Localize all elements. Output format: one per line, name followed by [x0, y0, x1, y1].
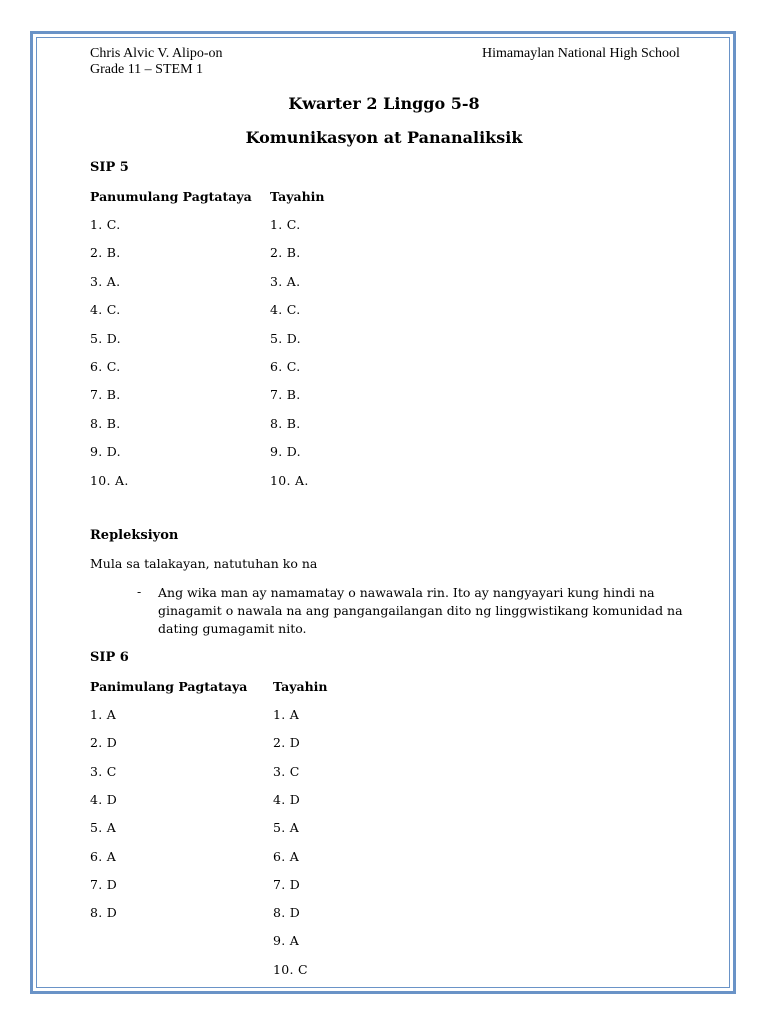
sip6-col1-header: Panimulang Pagtataya — [90, 679, 248, 694]
answer-item: 8. B. — [270, 415, 301, 431]
answer-item: 3. C — [90, 763, 117, 779]
document-title-quarter: Kwarter 2 Linggo 5-8 — [288, 94, 480, 113]
answer-item: 4. D — [273, 791, 301, 807]
answer-item: 10. A. — [90, 472, 129, 488]
answer-item: 9. A — [273, 933, 300, 949]
answer-item: 2. B. — [90, 245, 121, 261]
answer-item: 2. D — [273, 735, 301, 751]
answer-item: 2. D — [90, 735, 118, 751]
answer-item: 4. C. — [90, 302, 121, 318]
answer-item: 8. D — [273, 905, 301, 921]
answer-item: 1. C. — [90, 217, 121, 232]
answer-item: 4. C. — [270, 302, 301, 318]
reflection-intro: Mula sa talakayan, natutuhan ko na — [90, 556, 318, 571]
answer-item: 1. A — [90, 707, 117, 722]
answer-item: 6. A — [90, 848, 117, 864]
answer-item: 10. C — [273, 961, 308, 977]
answer-item: 3. A. — [90, 273, 121, 289]
answer-item: 7. B. — [270, 387, 301, 403]
answer-item: 3. C — [273, 763, 300, 779]
answer-item: 7. D — [273, 876, 301, 892]
reflection-heading: Repleksiyon — [90, 528, 179, 543]
answer-item: 5. A — [273, 820, 300, 836]
sip6-label: SIP 6 — [90, 650, 129, 665]
answer-item: 5. D. — [270, 330, 301, 346]
sip5-col1-header: Panumulang Pagtataya — [90, 189, 252, 204]
answer-item: 4. D — [90, 791, 118, 807]
author-name: Chris Alvic V. Alipo-on — [90, 46, 223, 61]
answer-item: 1. C. — [270, 217, 301, 232]
answer-item: 6. A — [273, 848, 300, 864]
answer-item: 6. C. — [90, 359, 121, 374]
sip6-col2-header: Tayahin — [273, 679, 328, 694]
answer-item: 2. B. — [270, 245, 301, 261]
answer-item: 1. A — [273, 707, 300, 722]
school-name: Himamaylan National High School — [482, 46, 680, 61]
reflection-bullet: - — [137, 584, 142, 599]
sip5-col2-header: Tayahin — [270, 189, 325, 204]
page-border-inner — [36, 37, 730, 988]
reflection-text: Ang wika man ay namamatay o nawawala rin. Ito ay nangyayari kung hindi na ginagamit o nawala na ang pangangailangan dito ng linggwistikang komunidad na dating gumagamit nito. — [158, 585, 683, 636]
answer-item: 7. B. — [90, 387, 121, 403]
answer-item: 9. D. — [90, 444, 121, 460]
document-title-subject: Komunikasyon at Pananaliksik — [245, 128, 523, 147]
answer-item: 8. B. — [90, 415, 121, 431]
answer-item: 5. A — [90, 820, 117, 836]
answer-item: 5. D. — [90, 330, 121, 346]
grade-section: Grade 11 – STEM 1 — [90, 62, 204, 77]
answer-item: 9. D. — [270, 444, 301, 460]
answer-item: 8. D — [90, 905, 118, 921]
sip5-label: SIP 5 — [90, 160, 129, 175]
answer-item: 10. A. — [270, 472, 309, 488]
answer-item: 6. C. — [270, 359, 301, 374]
answer-item: 7. D — [90, 876, 118, 892]
answer-item: 3. A. — [270, 273, 301, 289]
